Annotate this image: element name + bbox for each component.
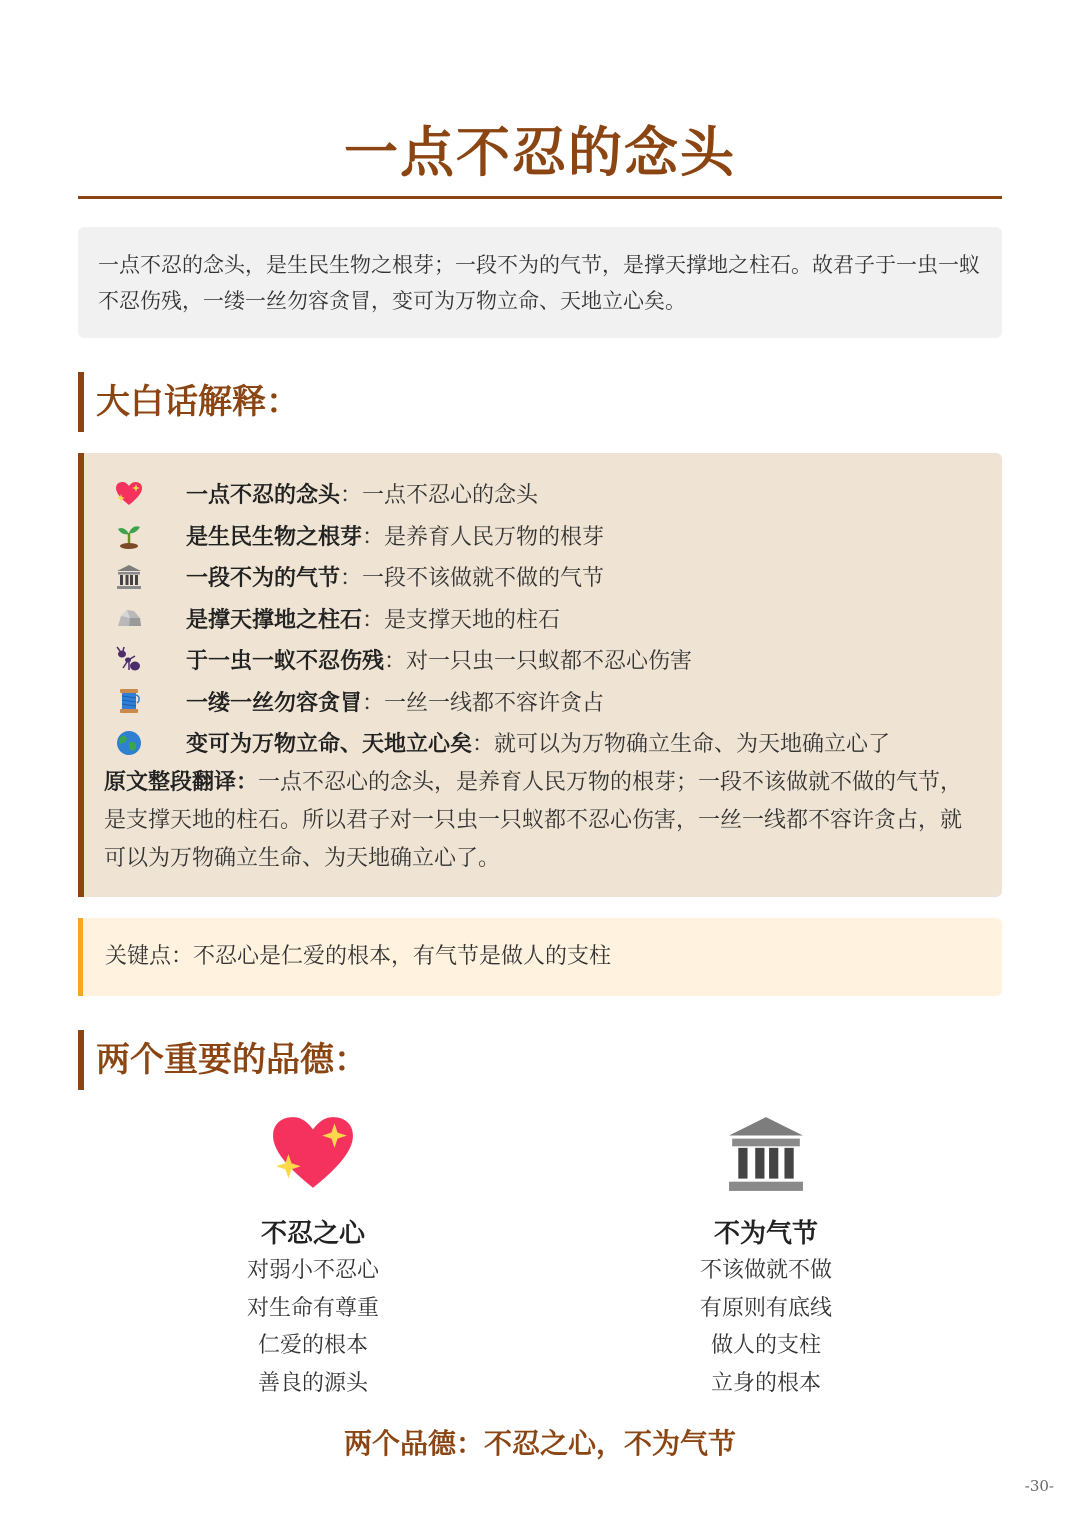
title-divider bbox=[78, 196, 1002, 199]
summary-line: 两个品德：不忍之心，不为气节 bbox=[343, 1427, 736, 1460]
page-title: 一点不忍的念头 bbox=[344, 121, 736, 184]
virtue-card-compassion bbox=[163, 1108, 463, 1402]
gloss-term: 一点不忍的念头 bbox=[186, 483, 341, 509]
globe-icon bbox=[108, 728, 150, 758]
full-translation-text: 一点不忍心的念头，是养育人民万物的根芽；一段不该做就不做的气节，是支撑天地的柱石。所以君子对一只虫一只蚁都不忍心伤害，一丝一线都不容许贪占，就可以为万物确立生命、为天地确立心了。 bbox=[104, 769, 963, 871]
virtues-heading: 两个重要的品德： bbox=[78, 1030, 368, 1090]
gloss-term: 是撑天撑地之柱石 bbox=[186, 607, 363, 633]
gloss-meaning: ：是支撑天地的柱石 bbox=[362, 607, 561, 633]
gloss-item bbox=[104, 598, 982, 640]
explanation-box bbox=[78, 453, 1002, 897]
virtue-point: 立身的根本 bbox=[710, 1370, 821, 1396]
virtue-point: 对生命有尊重 bbox=[246, 1295, 379, 1321]
sparkling-heart-icon bbox=[108, 479, 150, 509]
full-translation bbox=[104, 764, 982, 878]
virtue-point: 不该做就不做 bbox=[699, 1258, 832, 1283]
gloss-item bbox=[104, 681, 982, 723]
page-number: -30- bbox=[1024, 1477, 1054, 1495]
virtue-point: 做人的支柱 bbox=[710, 1333, 821, 1358]
virtue-name: 不为气节 bbox=[713, 1219, 818, 1249]
seedling-icon bbox=[108, 520, 150, 550]
virtue-name: 不忍之心 bbox=[260, 1219, 365, 1249]
gloss-meaning: ：一丝一线都不容许贪占 bbox=[362, 690, 605, 716]
virtue-card-integrity bbox=[616, 1108, 916, 1402]
gloss-item bbox=[104, 515, 982, 557]
gloss-item bbox=[104, 473, 982, 515]
classical-building-icon bbox=[616, 1108, 916, 1200]
key-point-box: 关键点：不忍心是仁爱的根本，有气节是做人的支柱 bbox=[78, 918, 1002, 996]
gloss-term: 一缕一丝勿容贪冒 bbox=[186, 690, 363, 716]
full-translation-label: 原文整段翻译： bbox=[104, 769, 259, 795]
gloss-meaning: ：是养育人民万物的根芽 bbox=[362, 524, 605, 550]
gloss-item bbox=[104, 556, 982, 598]
virtue-point: 有原则有底线 bbox=[699, 1295, 832, 1321]
gloss-term: 一段不为的气节 bbox=[186, 566, 341, 592]
classical-building-icon bbox=[108, 562, 150, 592]
rock-icon bbox=[108, 603, 150, 633]
sparkling-heart-icon bbox=[163, 1108, 463, 1200]
gloss-term: 变可为万物立命、天地立心矣 bbox=[186, 732, 473, 758]
virtue-point: 对弱小不忍心 bbox=[246, 1258, 379, 1283]
virtue-point: 善良的源头 bbox=[257, 1370, 368, 1396]
virtue-point: 仁爱的根本 bbox=[257, 1333, 368, 1358]
gloss-item bbox=[104, 639, 982, 681]
ant-icon bbox=[108, 645, 150, 675]
original-text-box: 一点不忍的念头，是生民生物之根芽；一段不为的气节，是撑天撑地之柱石。故君子于一虫一蚁不忍伤残，一缕一丝勿容贪冒，变可为万物立命、天地立心矣。 bbox=[78, 227, 1002, 338]
gloss-term: 是生民生物之根芽 bbox=[186, 524, 363, 550]
thread-spool-icon bbox=[108, 686, 150, 716]
gloss-meaning: ：一点不忍心的念头 bbox=[340, 483, 539, 509]
gloss-meaning: ：就可以为万物确立生命、为天地确立心了 bbox=[472, 732, 891, 758]
gloss-meaning: ：对一只虫一只蚁都不忍心伤害 bbox=[384, 649, 693, 675]
gloss-item bbox=[104, 722, 982, 764]
explanation-heading: 大白话解释： bbox=[78, 372, 300, 432]
gloss-term: 于一虫一蚁不忍伤残 bbox=[186, 649, 385, 675]
gloss-meaning: ：一段不该做就不做的气节 bbox=[340, 566, 605, 592]
